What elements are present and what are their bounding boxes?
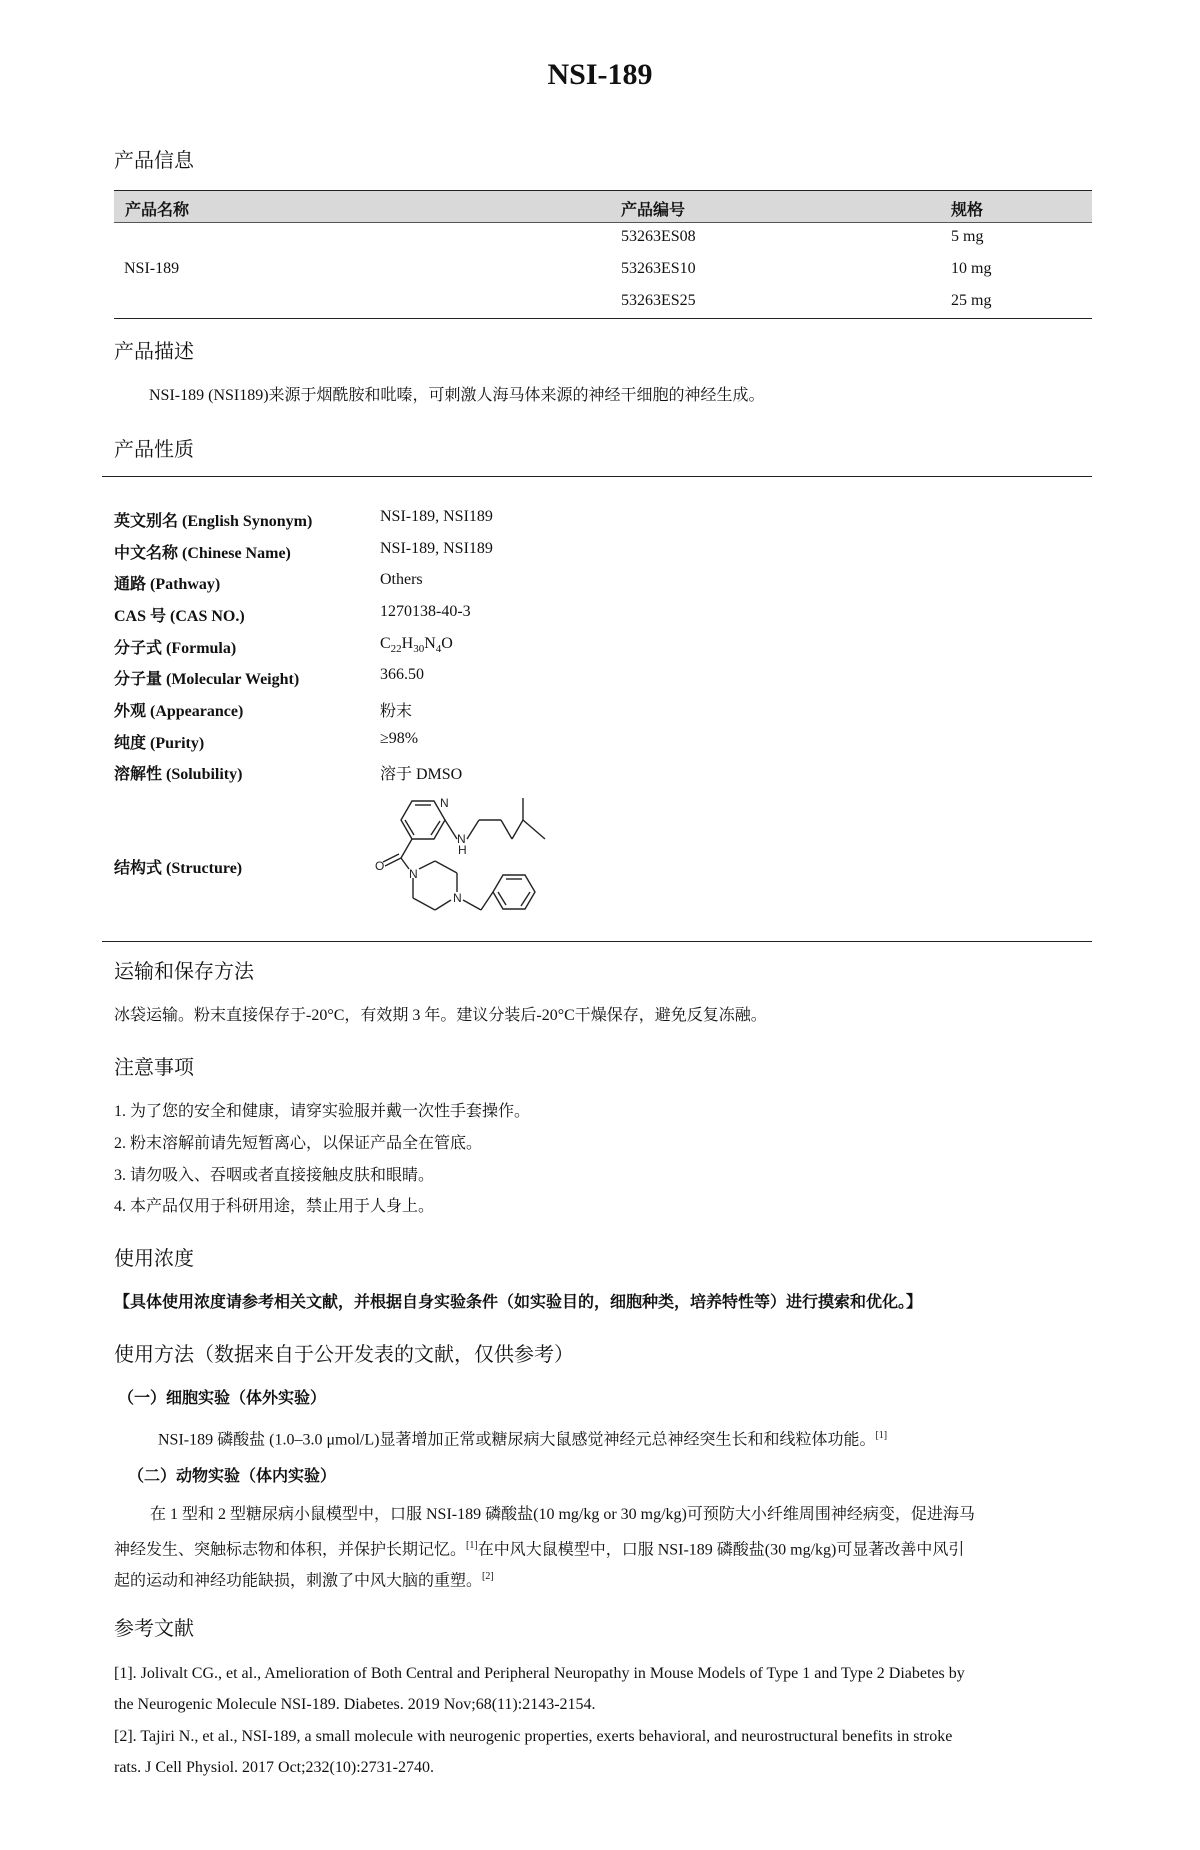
property-label: 分子量 (Molecular Weight) (114, 671, 300, 688)
section-heading-notes: 注意事项 (114, 1057, 194, 1079)
structure-atom-o: O (375, 859, 385, 873)
citation: [2] (482, 1571, 494, 1582)
section-heading-methods: 使用方法（数据来自于公开发表的文献，仅供参考） (114, 1344, 574, 1366)
structure-label: 结构式 (Structure) (114, 860, 243, 877)
note-item: 4. 本产品仅用于科研用途，禁止用于人身上。 (114, 1198, 435, 1215)
table-bottom-rule (114, 318, 1092, 319)
structure-atom-h: H (458, 843, 467, 857)
structure-atom-n: N (409, 867, 418, 881)
property-label: CAS 号 (CAS NO.) (114, 608, 245, 625)
reference-item: the Neurogenic Molecule NSI-189. Diabetes. 2019 Nov;68(11):2143-2154. (114, 1696, 596, 1713)
product-table-header (114, 190, 1092, 223)
methods-subheading-animal: （二）动物实验（体内实验） (128, 1468, 337, 1485)
section-heading-storage: 运输和保存方法 (114, 961, 254, 983)
document-title: NSI-189 (547, 58, 653, 91)
description-text: NSI-189 (NSI189)来源于烟酰胺和吡嗪，可刺激人海马体来源的神经干细胞的神经生成。 (149, 387, 765, 404)
property-label: 溶解性 (Solubility) (114, 766, 243, 783)
product-code-cell: 53263ES25 (621, 292, 696, 309)
citation: [1] (466, 1540, 478, 1551)
structure-atom-n: N (440, 796, 449, 810)
methods-cell-text: NSI-189 磷酸盐 (1.0–3.0 μmol/L)显著增加正常或糖尿病大鼠感觉神经元总神经突生长和和线粒体功能。[1] (158, 1430, 888, 1449)
chemical-structure-image (375, 790, 575, 940)
note-item: 2. 粉末溶解前请先短暂离心，以保证产品全在管底。 (114, 1135, 483, 1152)
product-spec-cell: 25 mg (951, 292, 992, 309)
property-value: 粉末 (380, 703, 413, 720)
property-value: 366.50 (380, 666, 424, 683)
table-header-name: 产品名称 (125, 202, 190, 219)
product-code-cell: 53263ES10 (621, 260, 696, 277)
property-value: Others (380, 571, 423, 588)
reference-item: [2]. Tajiri N., et al., NSI-189, a small molecule with neurogenic properties, exerts behavioral, and neurostructural benefits in stroke (114, 1728, 953, 1745)
property-label: 外观 (Appearance) (114, 703, 244, 720)
section-heading-product-info: 产品信息 (114, 150, 194, 172)
section-heading-description: 产品描述 (114, 341, 194, 363)
concentration-text: 【具体使用浓度请参考相关文献，并根据自身实验条件（如实验目的，细胞种类，培养特性等）进行摸索和优化。】 (114, 1294, 923, 1311)
property-label: 纯度 (Purity) (114, 735, 205, 752)
note-item: 1. 为了您的安全和健康，请穿实验服并戴一次性手套操作。 (114, 1103, 531, 1120)
product-name-cell: NSI-189 (124, 260, 180, 277)
property-value-formula: $C_{22}H_{30}N_4O$ (380, 635, 453, 656)
structure-atom-n: N (457, 832, 466, 846)
note-item: 3. 请勿吸入、吞咽或者直接接触皮肤和眼睛。 (114, 1167, 435, 1184)
property-label: 分子式 (Formula) (114, 640, 237, 657)
properties-bottom-rule (102, 941, 1092, 942)
property-label: 通路 (Pathway) (114, 576, 221, 593)
table-header-code: 产品编号 (621, 202, 686, 219)
methods-animal-line: 神经发生、突触标志物和体积，并保护长期记忆。[1]在中风大鼠模型中，口服 NSI-189 磷酸盐(30 mg/kg)可显著改善中风引 (114, 1540, 965, 1559)
table-header-spec: 规格 (951, 202, 984, 219)
citation: [1] (875, 1430, 888, 1441)
methods-animal-line: 起的运动和神经功能缺损，刺激了中风大脑的重塑。[2] (114, 1571, 494, 1590)
property-value: ≥98% (380, 730, 419, 747)
methods-animal-line: 在 1 型和 2 型糖尿病小鼠模型中，口服 NSI-189 磷酸盐(10 mg/kg or 30 mg/kg)可预防大小纤维周围神经病变，促进海马 (150, 1506, 975, 1523)
property-value: 1270138-40-3 (380, 603, 471, 620)
structure-atom-n: N (453, 891, 462, 905)
property-label: 中文名称 (Chinese Name) (114, 545, 291, 562)
product-code-cell: 53263ES08 (621, 228, 696, 245)
storage-text: 冰袋运输。粉末直接保存于-20°C，有效期 3 年。建议分装后-20°C干燥保存，避免反复冻融。 (114, 1007, 767, 1024)
section-heading-references: 参考文献 (114, 1618, 194, 1640)
product-spec-cell: 10 mg (951, 260, 992, 277)
property-label: 英文别名 (English Synonym) (114, 513, 313, 530)
property-value: 溶于 DMSO (380, 766, 463, 783)
reference-item: rats. J Cell Physiol. 2017 Oct;232(10):2731-2740. (114, 1759, 434, 1776)
property-value: NSI-189, NSI189 (380, 508, 493, 525)
methods-subheading-cell: （一）细胞实验（体外实验） (118, 1390, 327, 1407)
section-heading-properties: 产品性质 (114, 439, 194, 461)
section-heading-concentration: 使用浓度 (114, 1248, 194, 1270)
property-value: NSI-189, NSI189 (380, 540, 493, 557)
product-spec-cell: 5 mg (951, 228, 984, 245)
properties-top-rule (102, 476, 1092, 477)
reference-item: [1]. Jolivalt CG., et al., Amelioration of Both Central and Peripheral Neuropathy in Mouse Models of Type 1 and Type 2 Diabetes by (114, 1665, 965, 1682)
